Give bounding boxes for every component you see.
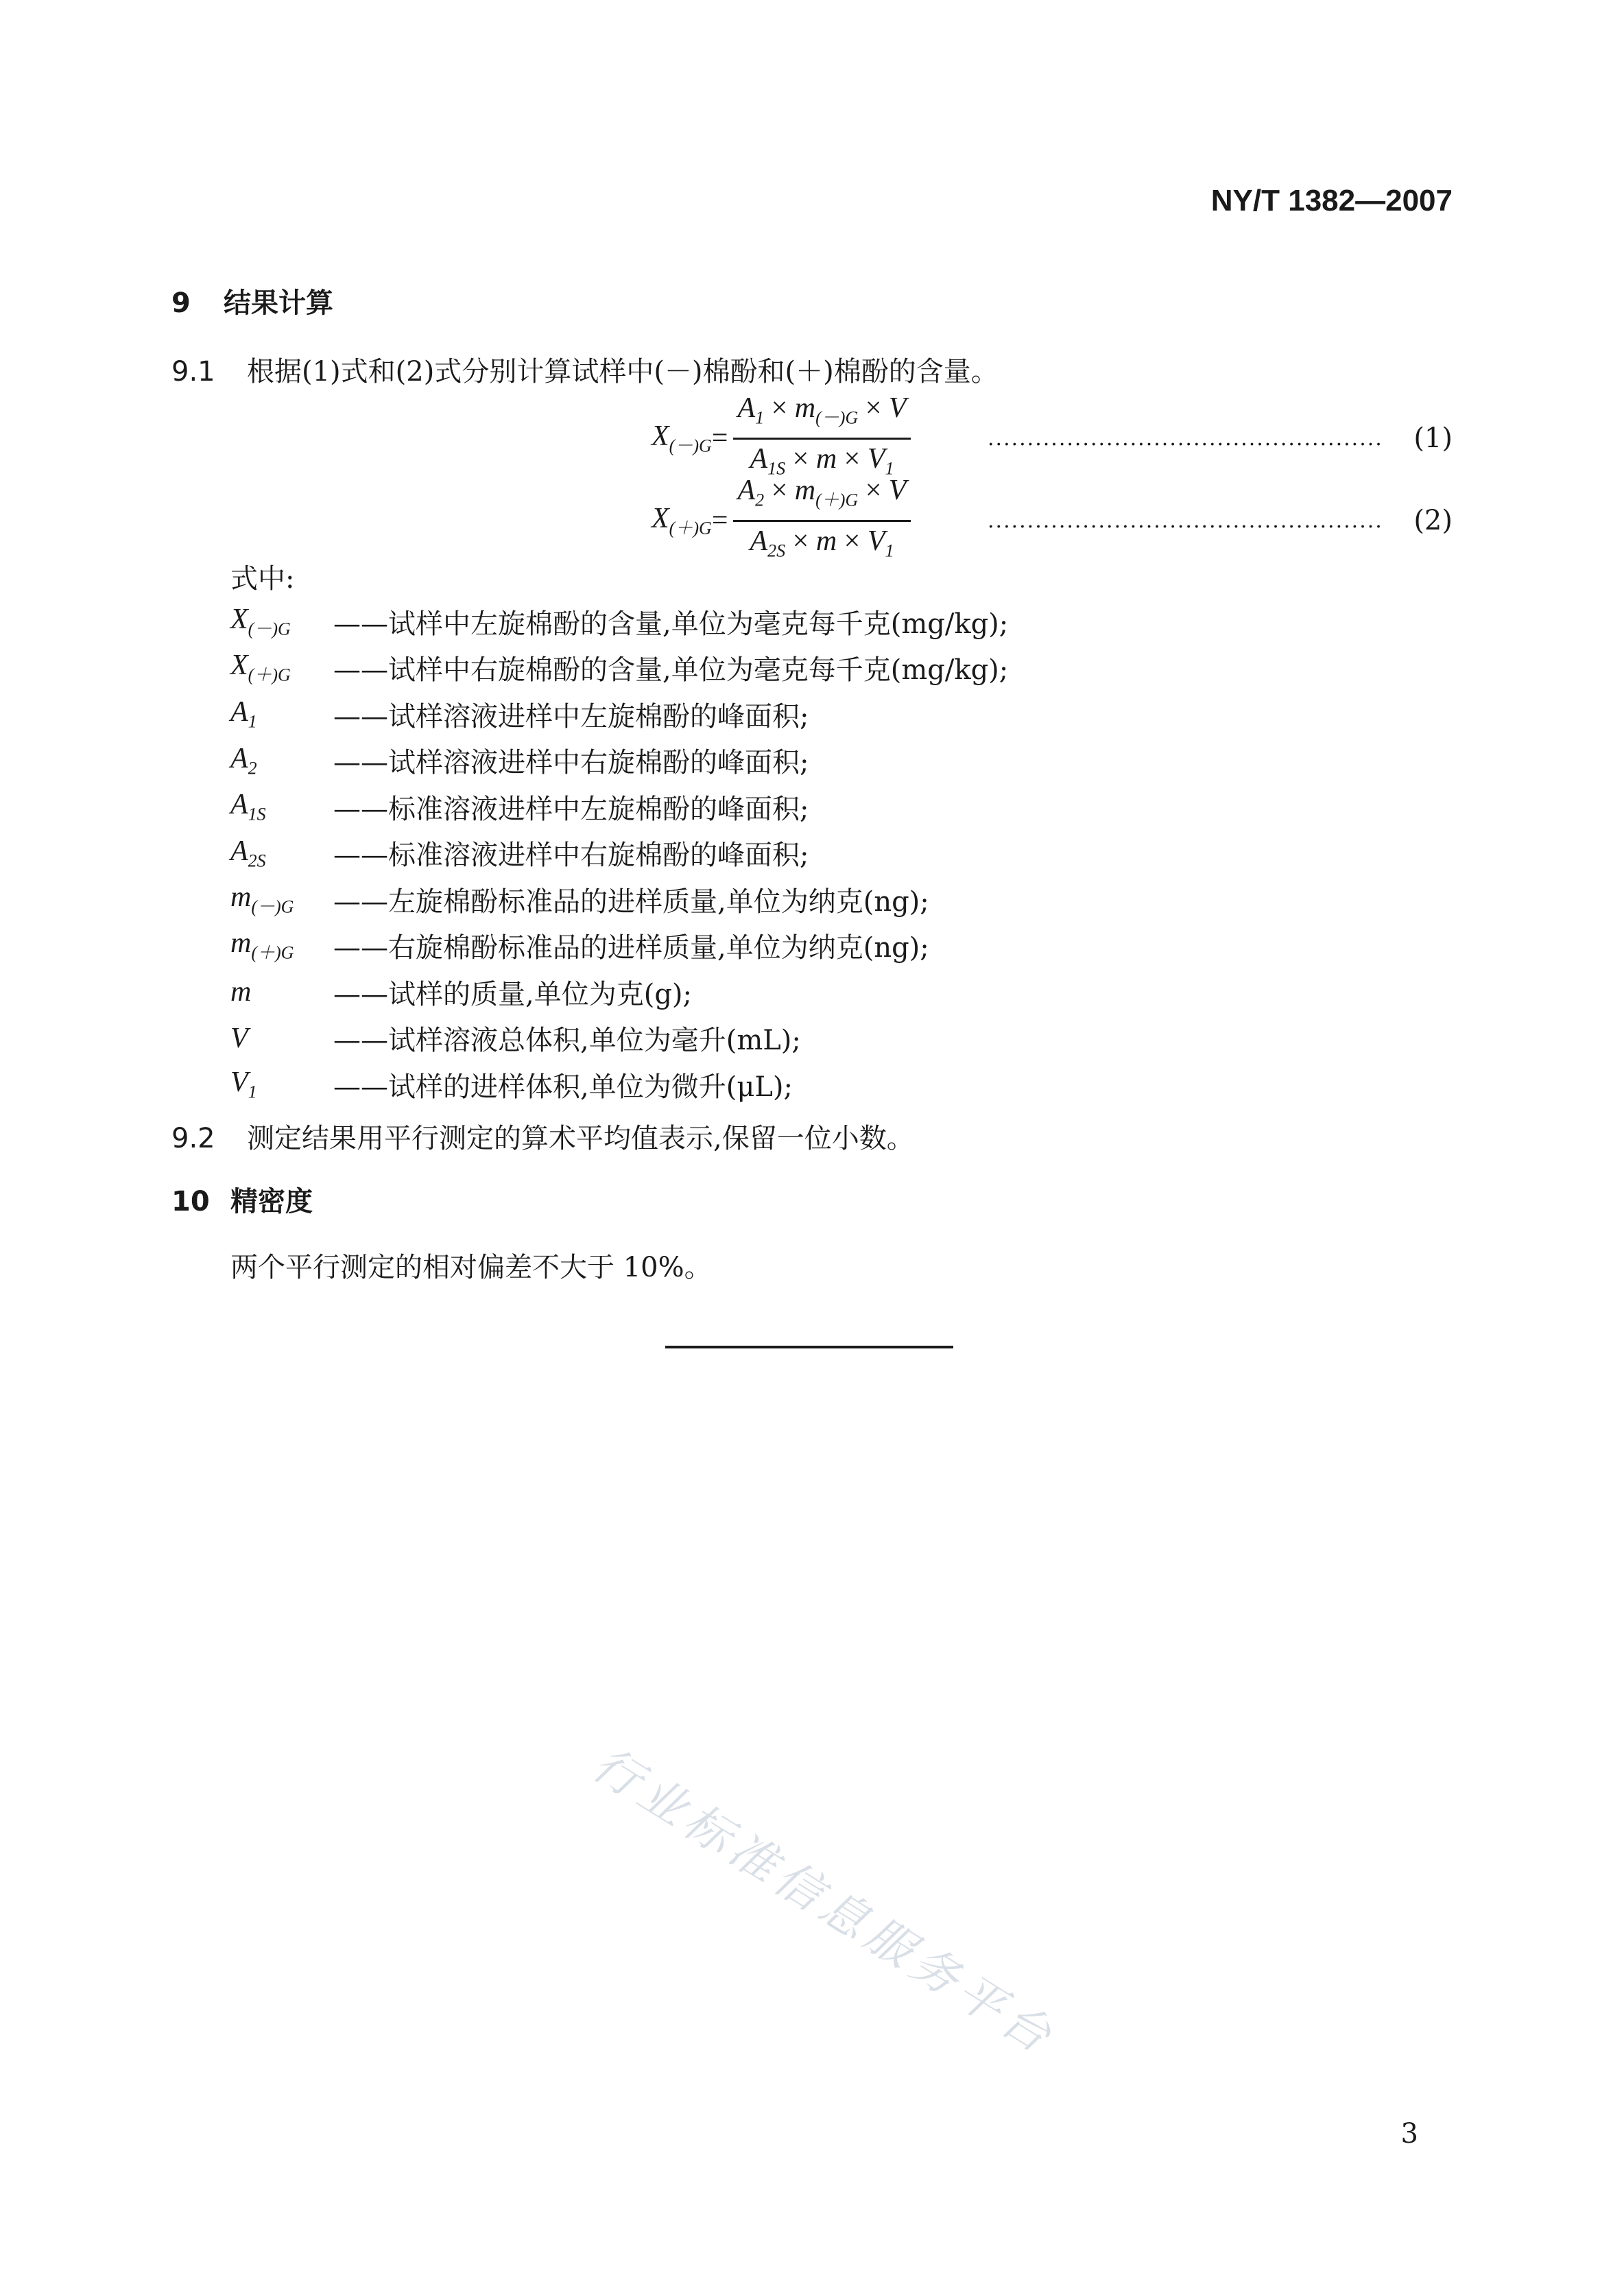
variable-description: ——试样中左旋棉酚的含量,单位为毫克每千克(mg/kg); (333, 608, 1009, 640)
section-9-number: 9 (171, 287, 191, 319)
formula-2-denominator: $A_{2S} \times m \times V_1$ (750, 525, 894, 560)
variable-symbol: $m_{(+)G}$ (230, 927, 294, 963)
where-label: 式中: (230, 563, 295, 595)
section-10-title: 精密度 (230, 1186, 313, 1217)
variable-symbol: $A_1$ (230, 696, 257, 732)
variable-description: ——试样溶液进样中右旋棉酚的峰面积; (333, 747, 809, 778)
variable-symbol: $X_{(-)G}$ (230, 603, 291, 639)
page-number: 3 (1400, 2118, 1418, 2150)
variable-description: ——标准溶液进样中左旋棉酚的峰面积; (333, 793, 809, 825)
variable-row (230, 971, 692, 1012)
end-rule (665, 1346, 953, 1348)
variable-description: ——试样中右旋棉酚的含量,单位为毫克每千克(mg/kg); (333, 654, 1009, 686)
section-10-text: 两个平行测定的相对偏差不大于 10%。 (230, 1252, 712, 1283)
formula-1-leader: .................................................. (988, 426, 1383, 451)
subsection-9-2-text: 测定结果用平行测定的算术平均值表示,保留一位小数。 (247, 1123, 914, 1154)
formula-2 (652, 475, 1453, 560)
variable-symbol: $A_{1S}$ (230, 789, 266, 824)
subsection-9-2-number: 9.2 (171, 1123, 215, 1154)
formula-2-numerator: $A_2 \times m_{(+)G} \times V$ (733, 474, 910, 521)
section-9-heading (171, 281, 333, 320)
variable-description: ——试样的质量,单位为克(g); (333, 978, 693, 1010)
variable-description: ——试样溶液总体积,单位为毫升(mL); (333, 1025, 801, 1056)
formula-1-equals: = (711, 423, 728, 454)
variable-symbol: $X_{(+)G}$ (230, 650, 291, 685)
formula-1-numerator: $A_1 \times m_{(-)G} \times V$ (733, 392, 910, 439)
variable-row (230, 786, 809, 827)
variable-row (230, 1064, 793, 1105)
variable-description: ——试样溶液进样中左旋棉酚的峰面积; (333, 700, 809, 733)
variable-symbol: m (230, 976, 252, 1008)
variable-row (230, 925, 929, 966)
variable-description: ——左旋棉酚标准品的进样质量,单位为纳克(ng); (333, 885, 929, 918)
watermark: 行业标准信息服务平台 (583, 1737, 1066, 2067)
formula-2-fraction (733, 474, 910, 567)
formula-1-number: (1) (1413, 423, 1453, 454)
formula-2-lhs: $X_{(+)G}$ (652, 502, 712, 538)
variable-row (230, 833, 809, 874)
variable-symbol: $V_1$ (230, 1067, 257, 1102)
formula-1 (652, 392, 1453, 478)
formula-2-number: (2) (1413, 505, 1453, 536)
section-10-heading (171, 1180, 313, 1219)
variable-description: ——标准溶液进样中右旋棉酚的峰面积; (333, 840, 809, 871)
section-10-number: 10 (171, 1186, 210, 1217)
variable-symbol: V (230, 1022, 248, 1054)
subsection-9-1 (171, 350, 999, 389)
formula-1-fraction (733, 392, 910, 485)
variable-row (230, 1018, 801, 1059)
formula-2-equals: = (711, 505, 728, 536)
variable-symbol: $m_{(-)G}$ (230, 881, 294, 917)
variable-row (230, 740, 809, 781)
subsection-9-1-text: 根据(1)式和(2)式分别计算试样中(－)棉酚和(＋)棉酚的含量。 (247, 356, 999, 388)
variable-description: ——右旋棉酚标准品的进样质量,单位为纳克(ng); (333, 932, 929, 964)
variable-description: ——试样的进样体积,单位为微升(μL); (333, 1071, 793, 1103)
variable-row (230, 601, 1008, 642)
formula-2-leader: .................................................. (988, 508, 1383, 533)
standard-code: NY/T 1382—2007 (1210, 184, 1453, 217)
subsection-9-2 (171, 1117, 914, 1156)
subsection-9-1-number: 9.1 (171, 356, 215, 388)
formula-1-lhs: $X_{(-)G}$ (652, 420, 712, 456)
formula-1-denominator: $A_{1S} \times m \times V_1$ (750, 442, 894, 478)
variable-row (230, 693, 809, 735)
variable-symbol: $A_{2S}$ (230, 835, 266, 871)
variable-symbol: $A_2$ (230, 742, 257, 778)
section-9-title: 结果计算 (224, 287, 333, 319)
variable-row (230, 879, 929, 920)
variable-row (230, 647, 1008, 689)
